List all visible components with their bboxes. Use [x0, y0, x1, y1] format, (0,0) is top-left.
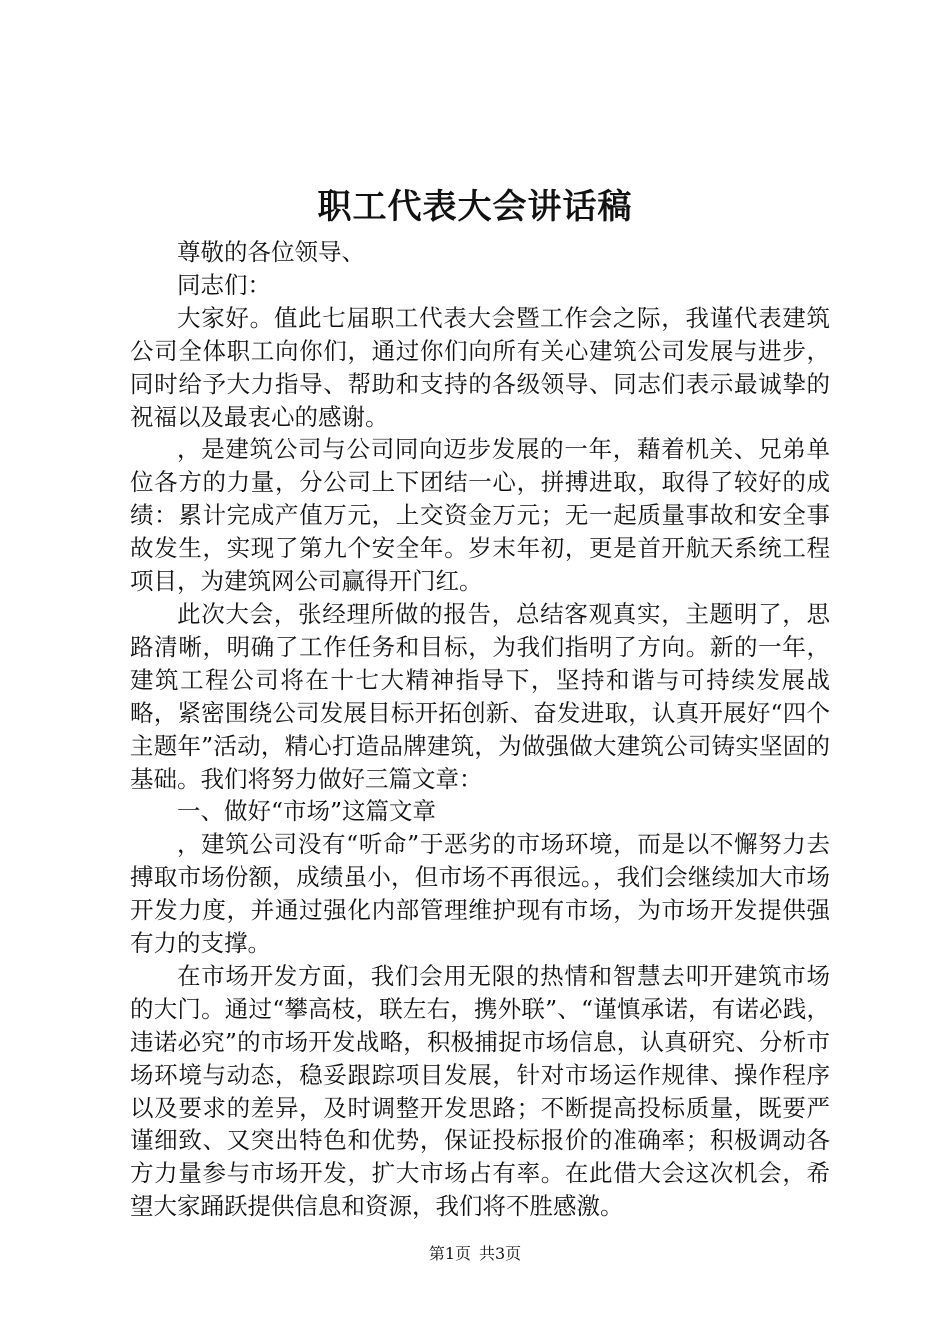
- section-heading-market: 一、做好“市场”这篇文章: [177, 797, 437, 826]
- paragraph-market-intro: ，建筑公司没有“听命”于恶劣的市场环境，而是以不懈努力去搏取市场份额，成绩虽小，但市场不再很远。，我们会继续加大市场开发力度，并通过强化内部管理维护现有市场，为市场开发提供强有力的支撑。: [130, 830, 830, 958]
- salutation-line-2: 同志们：: [177, 270, 271, 299]
- paragraph-report-review: 此次大会，张经理所做的报告，总结客观真实，主题明了，思路清晰，明确了工作任务和目标，为我们指明了方向。新的一年，建筑工程公司将在十七大精神指导下，坚持和谐与可持续发展战略，紧密围绕公司发展目标开拓创新、奋发进取，认真开展好“四个主题年”活动，精心打造品牌建筑，为做强做大建筑公司铸实坚固的基础。我们将努力做好三篇文章：: [130, 599, 830, 793]
- paragraph-achievements: ，是建筑公司与公司同向迈步发展的一年，藉着机关、兄弟单位各方的力量，分公司上下团结一心，拼搏进取，取得了较好的成绩：累计完成产值万元，上交资金万元；无一起质量事故和安全事故发生，实现了第九个安全年。岁末年初，更是首开航天系统工程项目，为建筑网公司赢得开门红。: [130, 435, 830, 596]
- page-number: 第1页: [428, 1244, 471, 1263]
- page-footer: [0, 1243, 950, 1265]
- salutation-line-1: 尊敬的各位领导、: [177, 238, 365, 266]
- document-title: 职工代表大会讲话稿: [317, 187, 633, 227]
- paragraph-greeting: 大家好。值此七届职工代表大会暨工作会之际，我谨代表建筑公司全体职工向你们，通过你们向所有关心建筑公司发展与进步，同时给予大力指导、帮助和支持的各级领导、同志们表示最诚挚的祝福以及最衷心的感谢。: [130, 303, 830, 431]
- page-total: 共3页: [479, 1244, 522, 1263]
- paragraph-market-development: 在市场开发方面，我们会用无限的热情和智慧去叩开建筑市场的大门。通过“攀高枝，联左右，携外联”、“谨慎承诺，有诺必践，违诺必究”的市场开发战略，积极捕捉市场信息，认真研究、分析市场环境与动态，稳妥跟踪项目发展，针对市场运作规律、操作程序以及要求的差异，及时调整开发思路；不断提高投标质量，既要严谨细致、又突出特色和优势，保证投标报价的准确率；积极调动各方力量参与市场开发，扩大市场占有率。在此借大会这次机会，希望大家踊跃提供信息和资源，我们将不胜感激。: [130, 961, 830, 1221]
- document-body: [130, 236, 830, 1223]
